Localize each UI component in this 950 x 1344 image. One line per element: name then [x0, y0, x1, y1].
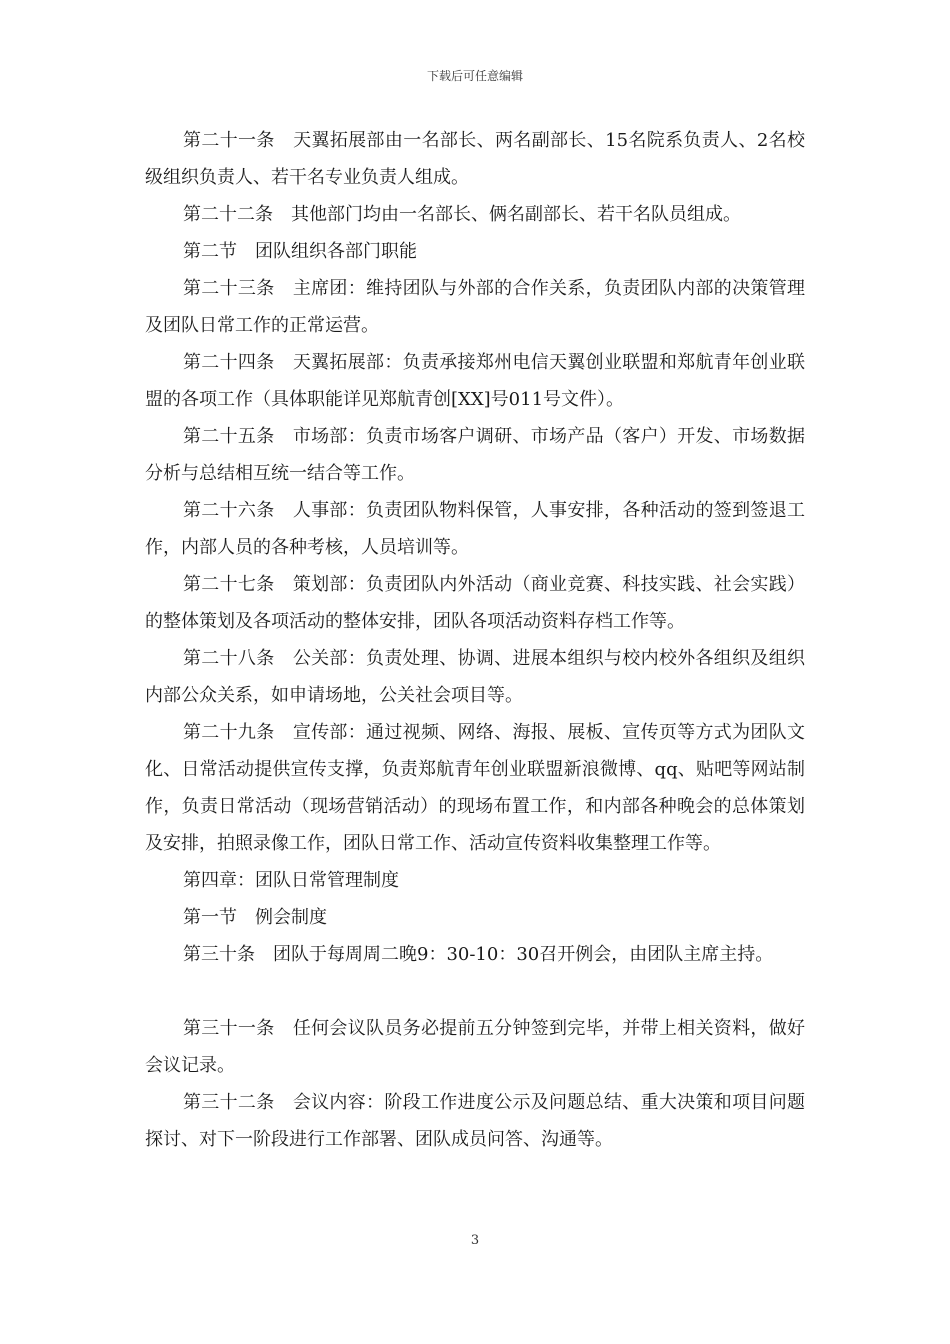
article-25: 第二十五条 市场部：负责市场客户调研、市场产品（客户）开发、市场数据分析与总结相互统一结合等工作。 — [145, 426, 805, 484]
blank-line — [145, 973, 805, 1010]
article-26: 第二十六条 人事部：负责团队物料保管，人事安排，各种活动的签到签退工作，内部人员的各种考核，人员培训等。 — [145, 500, 805, 558]
article-23: 第二十三条 主席团：维持团队与外部的合作关系，负责团队内部的决策管理及团队日常工作的正常运营。 — [145, 278, 805, 336]
chapter-heading-4: 第四章：团队日常管理制度 — [183, 870, 399, 891]
article-22: 第二十二条 其他部门均由一名部长、俩名副部长、若干名队员组成。 — [183, 204, 741, 225]
article-30: 第三十条 团队于每周周二晚9：30-10：30召开例会，由团队主席主持。 — [183, 944, 774, 965]
section-heading-1: 第一节 例会制度 — [183, 907, 327, 928]
article-31: 第三十一条 任何会议队员务必提前五分钟签到完毕，并带上相关资料，做好会议记录。 — [145, 1018, 805, 1076]
article-24: 第二十四条 天翼拓展部：负责承接郑州电信天翼创业联盟和郑航青年创业联盟的各项工作（具体职能详见郑航青创[XX]号011号文件）。 — [145, 352, 805, 410]
article-29: 第二十九条 宣传部：通过视频、网络、海报、展板、宣传页等方式为团队文化、日常活动提供宣传支撑，负责郑航青年创业联盟新浪微博、qq、贴吧等网站制作，负责日常活动（现场营销活动）的现场布置工作，和内部各种晚会的总体策划及安排，拍照录像工作，团队日常工作、活动宣传资料收集整理工作等。 — [145, 722, 805, 854]
page-number: 3 — [470, 1233, 480, 1248]
page-header: 下载后可任意编辑 — [426, 69, 523, 83]
document-body — [145, 122, 805, 1158]
article-21: 第二十一条 天翼拓展部由一名部长、两名副部长、15名院系负责人、2名校级组织负责人、若干名专业负责人组成。 — [145, 130, 805, 188]
article-27: 第二十七条 策划部：负责团队内外活动（商业竞赛、科技实践、社会实践）的整体策划及各项活动的整体安排，团队各项活动资料存档工作等。 — [145, 574, 805, 632]
section-heading-2: 第二节 团队组织各部门职能 — [183, 241, 417, 262]
article-28: 第二十八条 公关部：负责处理、协调、进展本组织与校内校外各组织及组织内部公众关系，如申请场地，公关社会项目等。 — [145, 648, 805, 706]
article-32: 第三十二条 会议内容：阶段工作进度公示及问题总结、重大决策和项目问题探讨、对下一阶段进行工作部署、团队成员问答、沟通等。 — [145, 1092, 805, 1150]
